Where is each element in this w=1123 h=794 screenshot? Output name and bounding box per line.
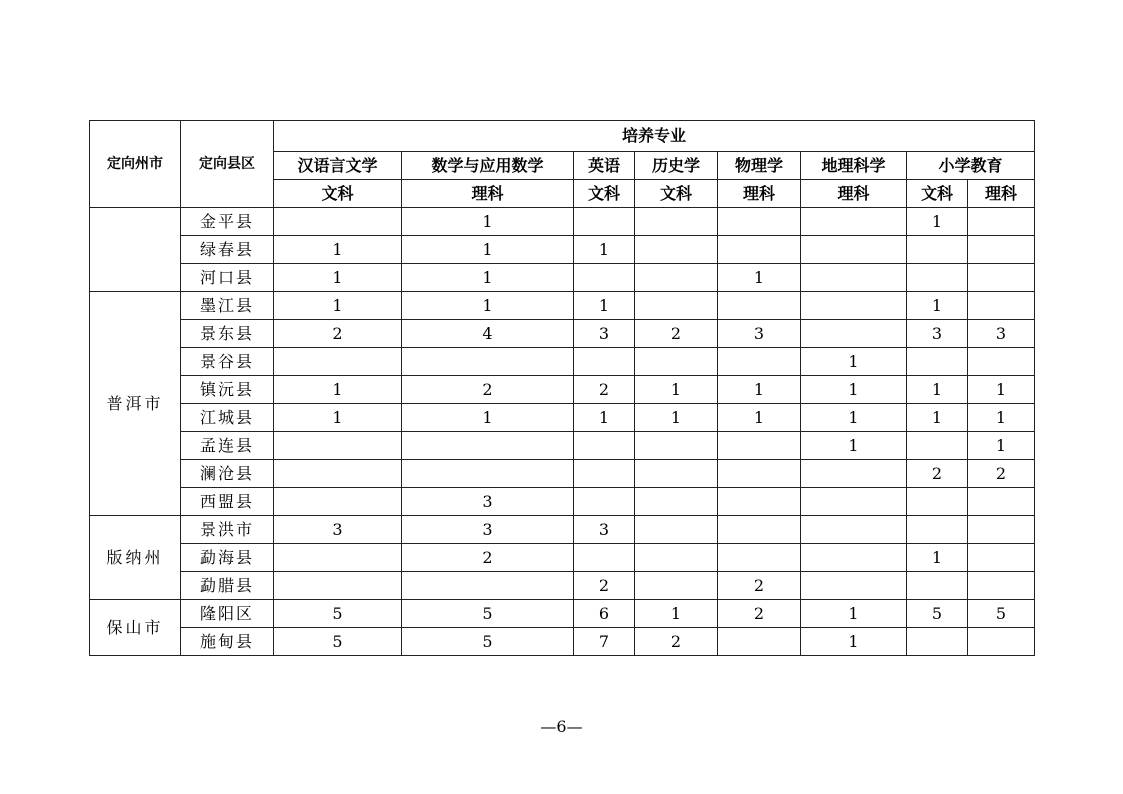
quota-cell: 1 xyxy=(635,600,718,628)
county-cell: 勐海县 xyxy=(181,544,274,572)
city-cell: 版纳州 xyxy=(90,516,181,600)
quota-cell: 1 xyxy=(718,404,801,432)
quota-cell: 3 xyxy=(968,320,1035,348)
quota-cell xyxy=(574,208,635,236)
county-cell: 景洪市 xyxy=(181,516,274,544)
quota-cell: 1 xyxy=(718,376,801,404)
county-cell: 西盟县 xyxy=(181,488,274,516)
quota-cell xyxy=(635,432,718,460)
quota-cell xyxy=(968,264,1035,292)
quota-table xyxy=(89,120,1035,656)
quota-cell: 2 xyxy=(718,572,801,600)
quota-cell: 1 xyxy=(402,404,574,432)
quota-cell xyxy=(801,208,907,236)
header-city: 定向州市 xyxy=(90,121,181,208)
quota-cell: 1 xyxy=(801,376,907,404)
quota-cell: 5 xyxy=(968,600,1035,628)
quota-cell xyxy=(718,236,801,264)
quota-cell: 1 xyxy=(968,432,1035,460)
quota-cell xyxy=(274,348,402,376)
quota-cell xyxy=(718,628,801,656)
quota-cell xyxy=(402,432,574,460)
table-row xyxy=(90,376,1035,404)
quota-cell: 1 xyxy=(907,208,968,236)
table-row xyxy=(90,488,1035,516)
quota-cell xyxy=(907,572,968,600)
table-row xyxy=(90,264,1035,292)
quota-cell xyxy=(635,292,718,320)
quota-cell: 1 xyxy=(574,292,635,320)
quota-cell: 3 xyxy=(274,516,402,544)
header-track: 理科 xyxy=(402,180,574,208)
quota-cell: 1 xyxy=(801,404,907,432)
quota-cell: 1 xyxy=(968,376,1035,404)
quota-cell xyxy=(801,236,907,264)
quota-cell xyxy=(907,488,968,516)
city-cell: 普洱市 xyxy=(90,292,181,516)
county-cell: 隆阳区 xyxy=(181,600,274,628)
quota-cell: 2 xyxy=(402,544,574,572)
quota-cell xyxy=(402,572,574,600)
quota-cell: 1 xyxy=(274,264,402,292)
header-track: 理科 xyxy=(968,180,1035,208)
table-row xyxy=(90,292,1035,320)
quota-cell xyxy=(907,628,968,656)
table-row xyxy=(90,600,1035,628)
quota-cell xyxy=(968,516,1035,544)
quota-cell xyxy=(274,208,402,236)
quota-cell xyxy=(635,460,718,488)
county-cell: 墨江县 xyxy=(181,292,274,320)
county-cell: 景东县 xyxy=(181,320,274,348)
quota-cell xyxy=(274,572,402,600)
quota-cell: 1 xyxy=(274,404,402,432)
quota-cell xyxy=(801,460,907,488)
quota-cell: 1 xyxy=(274,292,402,320)
quota-cell xyxy=(968,236,1035,264)
quota-cell: 6 xyxy=(574,600,635,628)
header-track: 文科 xyxy=(635,180,718,208)
quota-cell: 3 xyxy=(907,320,968,348)
quota-cell: 1 xyxy=(402,264,574,292)
quota-cell: 3 xyxy=(574,516,635,544)
quota-cell xyxy=(635,208,718,236)
quota-cell xyxy=(907,236,968,264)
quota-cell xyxy=(635,488,718,516)
quota-cell: 1 xyxy=(801,628,907,656)
county-cell: 镇沅县 xyxy=(181,376,274,404)
table-row xyxy=(90,516,1035,544)
county-cell: 江城县 xyxy=(181,404,274,432)
quota-cell xyxy=(968,292,1035,320)
header-major: 英语 xyxy=(574,152,635,180)
quota-cell: 1 xyxy=(907,292,968,320)
quota-cell: 2 xyxy=(635,628,718,656)
quota-cell xyxy=(635,348,718,376)
table-row xyxy=(90,544,1035,572)
quota-cell xyxy=(801,544,907,572)
header-major: 物理学 xyxy=(718,152,801,180)
quota-cell xyxy=(635,544,718,572)
quota-cell xyxy=(718,488,801,516)
quota-cell: 2 xyxy=(574,376,635,404)
quota-cell xyxy=(718,348,801,376)
county-cell: 孟连县 xyxy=(181,432,274,460)
quota-cell: 5 xyxy=(402,600,574,628)
quota-cell xyxy=(968,628,1035,656)
quota-cell: 1 xyxy=(402,208,574,236)
quota-cell xyxy=(574,348,635,376)
quota-cell: 1 xyxy=(907,404,968,432)
county-cell: 河口县 xyxy=(181,264,274,292)
quota-cell xyxy=(718,292,801,320)
header-track: 文科 xyxy=(574,180,635,208)
table-row xyxy=(90,404,1035,432)
quota-cell xyxy=(574,460,635,488)
table-row xyxy=(90,628,1035,656)
quota-cell: 1 xyxy=(907,544,968,572)
table-row xyxy=(90,572,1035,600)
quota-cell xyxy=(801,292,907,320)
county-cell: 施甸县 xyxy=(181,628,274,656)
quota-cell xyxy=(574,488,635,516)
header-group-title: 培养专业 xyxy=(274,121,1035,152)
quota-cell xyxy=(574,432,635,460)
quota-cell: 1 xyxy=(274,236,402,264)
quota-cell xyxy=(274,488,402,516)
header-county: 定向县区 xyxy=(181,121,274,208)
quota-cell: 4 xyxy=(402,320,574,348)
quota-cell xyxy=(574,264,635,292)
header-major: 汉语言文学 xyxy=(274,152,402,180)
quota-cell: 3 xyxy=(718,320,801,348)
quota-cell xyxy=(907,348,968,376)
header-major: 地理科学 xyxy=(801,152,907,180)
quota-cell xyxy=(718,516,801,544)
quota-cell xyxy=(718,208,801,236)
city-cell xyxy=(90,208,181,292)
quota-cell: 3 xyxy=(402,516,574,544)
quota-cell: 1 xyxy=(907,376,968,404)
quota-cell: 1 xyxy=(574,236,635,264)
quota-cell xyxy=(274,432,402,460)
quota-cell xyxy=(635,236,718,264)
quota-cell: 1 xyxy=(635,404,718,432)
quota-cell xyxy=(274,460,402,488)
quota-cell: 2 xyxy=(968,460,1035,488)
quota-cell: 1 xyxy=(968,404,1035,432)
quota-cell: 1 xyxy=(801,432,907,460)
quota-cell: 2 xyxy=(574,572,635,600)
quota-cell xyxy=(968,488,1035,516)
quota-cell: 3 xyxy=(574,320,635,348)
header-track: 文科 xyxy=(274,180,402,208)
quota-cell xyxy=(635,516,718,544)
quota-cell: 2 xyxy=(402,376,574,404)
county-cell: 勐腊县 xyxy=(181,572,274,600)
quota-cell xyxy=(801,264,907,292)
header-row-1 xyxy=(90,121,1035,152)
header-major: 小学教育 xyxy=(907,152,1035,180)
quota-cell: 3 xyxy=(402,488,574,516)
quota-cell: 2 xyxy=(718,600,801,628)
header-track: 文科 xyxy=(907,180,968,208)
quota-cell xyxy=(635,264,718,292)
county-cell: 景谷县 xyxy=(181,348,274,376)
quota-cell xyxy=(801,516,907,544)
quota-cell xyxy=(274,544,402,572)
county-cell: 绿春县 xyxy=(181,236,274,264)
quota-cell xyxy=(801,488,907,516)
quota-cell xyxy=(402,460,574,488)
quota-cell: 1 xyxy=(402,236,574,264)
county-cell: 澜沧县 xyxy=(181,460,274,488)
quota-cell xyxy=(718,460,801,488)
quota-cell xyxy=(718,432,801,460)
quota-cell xyxy=(968,544,1035,572)
quota-cell xyxy=(968,208,1035,236)
header-track: 理科 xyxy=(718,180,801,208)
quota-cell: 1 xyxy=(402,292,574,320)
quota-cell xyxy=(801,572,907,600)
quota-cell: 5 xyxy=(907,600,968,628)
quota-cell: 5 xyxy=(402,628,574,656)
city-cell: 保山市 xyxy=(90,600,181,656)
table-row xyxy=(90,348,1035,376)
quota-cell xyxy=(968,348,1035,376)
table-row xyxy=(90,320,1035,348)
header-major: 数学与应用数学 xyxy=(402,152,574,180)
quota-cell: 5 xyxy=(274,600,402,628)
quota-cell xyxy=(402,348,574,376)
quota-cell: 1 xyxy=(635,376,718,404)
quota-cell: 7 xyxy=(574,628,635,656)
quota-cell xyxy=(635,572,718,600)
table-row xyxy=(90,208,1035,236)
page-number: —6— xyxy=(540,717,583,736)
quota-cell xyxy=(574,544,635,572)
table-row xyxy=(90,432,1035,460)
quota-cell: 1 xyxy=(274,376,402,404)
quota-cell: 1 xyxy=(801,600,907,628)
quota-cell: 2 xyxy=(274,320,402,348)
quota-cell xyxy=(907,432,968,460)
quota-cell xyxy=(907,264,968,292)
table-row xyxy=(90,236,1035,264)
quota-cell: 1 xyxy=(718,264,801,292)
quota-cell xyxy=(718,544,801,572)
table-row xyxy=(90,460,1035,488)
quota-cell: 1 xyxy=(574,404,635,432)
table-body xyxy=(90,121,1035,656)
quota-cell: 2 xyxy=(907,460,968,488)
header-major: 历史学 xyxy=(635,152,718,180)
quota-cell xyxy=(968,572,1035,600)
quota-cell xyxy=(907,516,968,544)
quota-cell: 2 xyxy=(635,320,718,348)
county-cell: 金平县 xyxy=(181,208,274,236)
quota-cell: 1 xyxy=(801,348,907,376)
quota-cell: 5 xyxy=(274,628,402,656)
quota-cell xyxy=(801,320,907,348)
header-track: 理科 xyxy=(801,180,907,208)
